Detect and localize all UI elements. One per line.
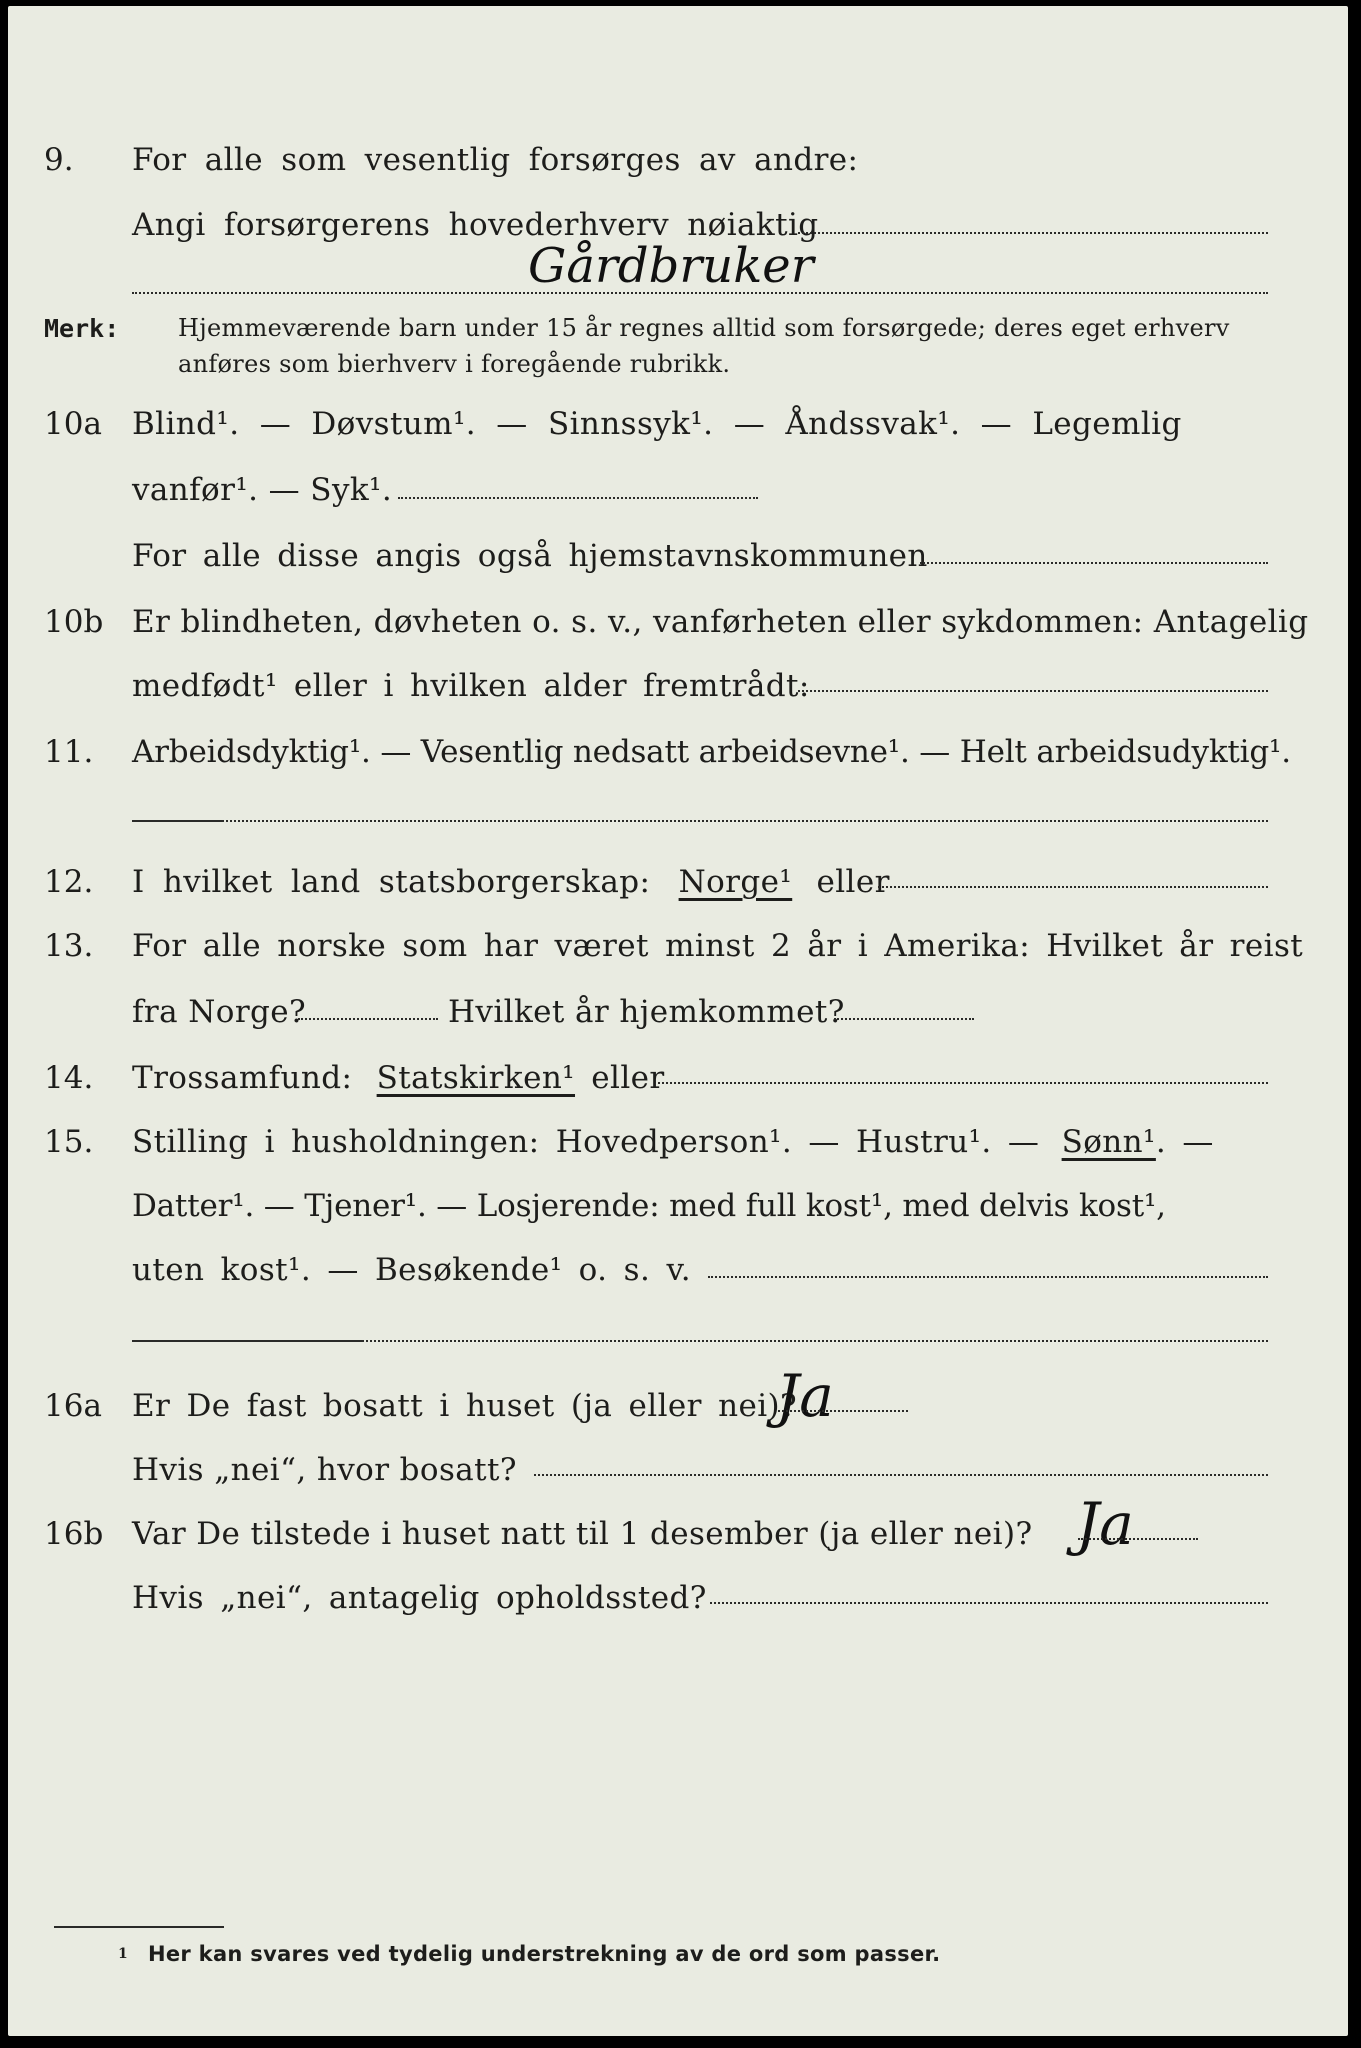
q15-answer-line	[708, 1276, 1268, 1278]
q12-answer-line	[878, 886, 1268, 888]
q13-line1: For alle norske som har været minst 2 år i Amerika: Hvilket år reist	[132, 928, 1304, 964]
merk-line1: Hjemmeværende barn under 15 år regnes alltid som forsørgede; deres eget erhverv	[178, 314, 1230, 342]
q10b-line2: medfødt¹ eller i hvilken alder fremtrådt:	[132, 668, 810, 704]
q15-underlined-sonn: Sønn¹	[1061, 1124, 1156, 1160]
q16b-handwritten-answer: Ja	[1076, 1490, 1134, 1558]
q14-line	[132, 1060, 665, 1096]
q14-suffix: eller	[591, 1060, 665, 1096]
q10a-line3: For alle disse angis også hjemstavnskommunen	[132, 538, 928, 574]
q10b-number: 10b	[44, 604, 104, 640]
footnote-text: Her kan svares ved tydelig understrekning av de ord som passer.	[148, 1942, 941, 1966]
q9-answer-line	[132, 292, 1268, 294]
q9-line1: For alle som vesentlig forsørges av andre:	[132, 142, 859, 178]
merk-label: Merk:	[44, 314, 120, 343]
q13-hjemkommet-line	[834, 1018, 974, 1020]
q11-answer-line	[222, 820, 1268, 822]
q16a-number: 16a	[44, 1388, 102, 1424]
q16a-handwritten-answer: Ja	[776, 1362, 834, 1430]
q10b-line1: Er blindheten, døvheten o. s. v., vanførheten eller sykdommen: Antagelig	[132, 604, 1309, 640]
q12-underlined-norge: Norge¹	[678, 864, 793, 900]
q13-reist-line	[298, 1018, 438, 1020]
q15-rule-start	[132, 1340, 362, 1342]
q15-line1b: . —	[1155, 1124, 1214, 1160]
q9-number: 9.	[44, 142, 74, 178]
q15-line1a: Stilling i husholdningen: Hovedperson¹. — Hustru¹. —	[132, 1124, 1040, 1160]
q16a-bosatt-line	[534, 1474, 1268, 1476]
q14-answer-line	[658, 1082, 1268, 1084]
footnote-rule	[54, 1926, 224, 1928]
q16b-number: 16b	[44, 1516, 104, 1552]
q16b-line1: Var De tilstede i huset natt til 1 desember (ja eller nei)?	[132, 1516, 1033, 1552]
q9-line2: Angi forsørgerens hovederhverv nøiaktig	[132, 207, 819, 243]
q15-line3: uten kost¹. — Besøkende¹ o. s. v.	[132, 1252, 691, 1288]
q16b-answer-line	[1078, 1538, 1198, 1540]
q13-line2b: Hvilket år hjemkommet?	[448, 994, 845, 1030]
q9-handwritten-answer: Gårdbruker	[528, 238, 814, 294]
q10a-hjemstavn-line	[920, 562, 1268, 564]
q11-number: 11.	[44, 734, 94, 770]
footnote-mark: 1	[118, 1946, 128, 1962]
q10a-line1: Blind¹. — Døvstum¹. — Sinnssyk¹. — Åndssvak¹. — Legemlig	[132, 406, 1182, 442]
q12-prefix: I hvilket land statsborgerskap:	[132, 864, 651, 900]
q16b-line2: Hvis „nei“, antagelig opholdssted?	[132, 1580, 707, 1616]
q15-line2: Datter¹. — Tjener¹. — Losjerende: med full kost¹, med delvis kost¹,	[132, 1188, 1166, 1224]
q12-line	[132, 864, 890, 900]
q15-number: 15.	[44, 1124, 94, 1160]
q13-number: 13.	[44, 928, 94, 964]
q10a-syk-line	[398, 497, 758, 499]
q12-number: 12.	[44, 864, 94, 900]
q9-fill-line	[798, 232, 1268, 234]
q14-underlined-statskirken: Statskirken¹	[376, 1060, 576, 1096]
q16a-answer-line	[778, 1410, 908, 1412]
q12-suffix: eller	[816, 864, 890, 900]
q14-prefix: Trossamfund:	[132, 1060, 353, 1096]
q16a-line2: Hvis „nei“, hvor bosatt?	[132, 1452, 517, 1488]
q11-line1: Arbeidsdyktig¹. — Vesentlig nedsatt arbeidsevne¹. — Helt arbeidsudyktig¹.	[132, 734, 1291, 770]
census-form-page	[8, 6, 1348, 2036]
merk-line2: anføres som bierhverv i foregående rubrikk.	[178, 350, 731, 378]
q13-line2a: fra Norge?	[132, 994, 307, 1030]
q15-extra-line	[362, 1340, 1268, 1342]
q10a-number: 10a	[44, 406, 102, 442]
q16b-opholdssted-line	[710, 1602, 1268, 1604]
q10a-line2: vanfør¹. — Syk¹.	[132, 472, 393, 508]
q16a-line1: Er De fast bosatt i huset (ja eller nei)?	[132, 1388, 798, 1424]
q11-rule-start	[132, 820, 222, 822]
q10b-alder-line	[798, 690, 1268, 692]
q15-line1	[132, 1124, 1214, 1160]
q14-number: 14.	[44, 1060, 94, 1096]
